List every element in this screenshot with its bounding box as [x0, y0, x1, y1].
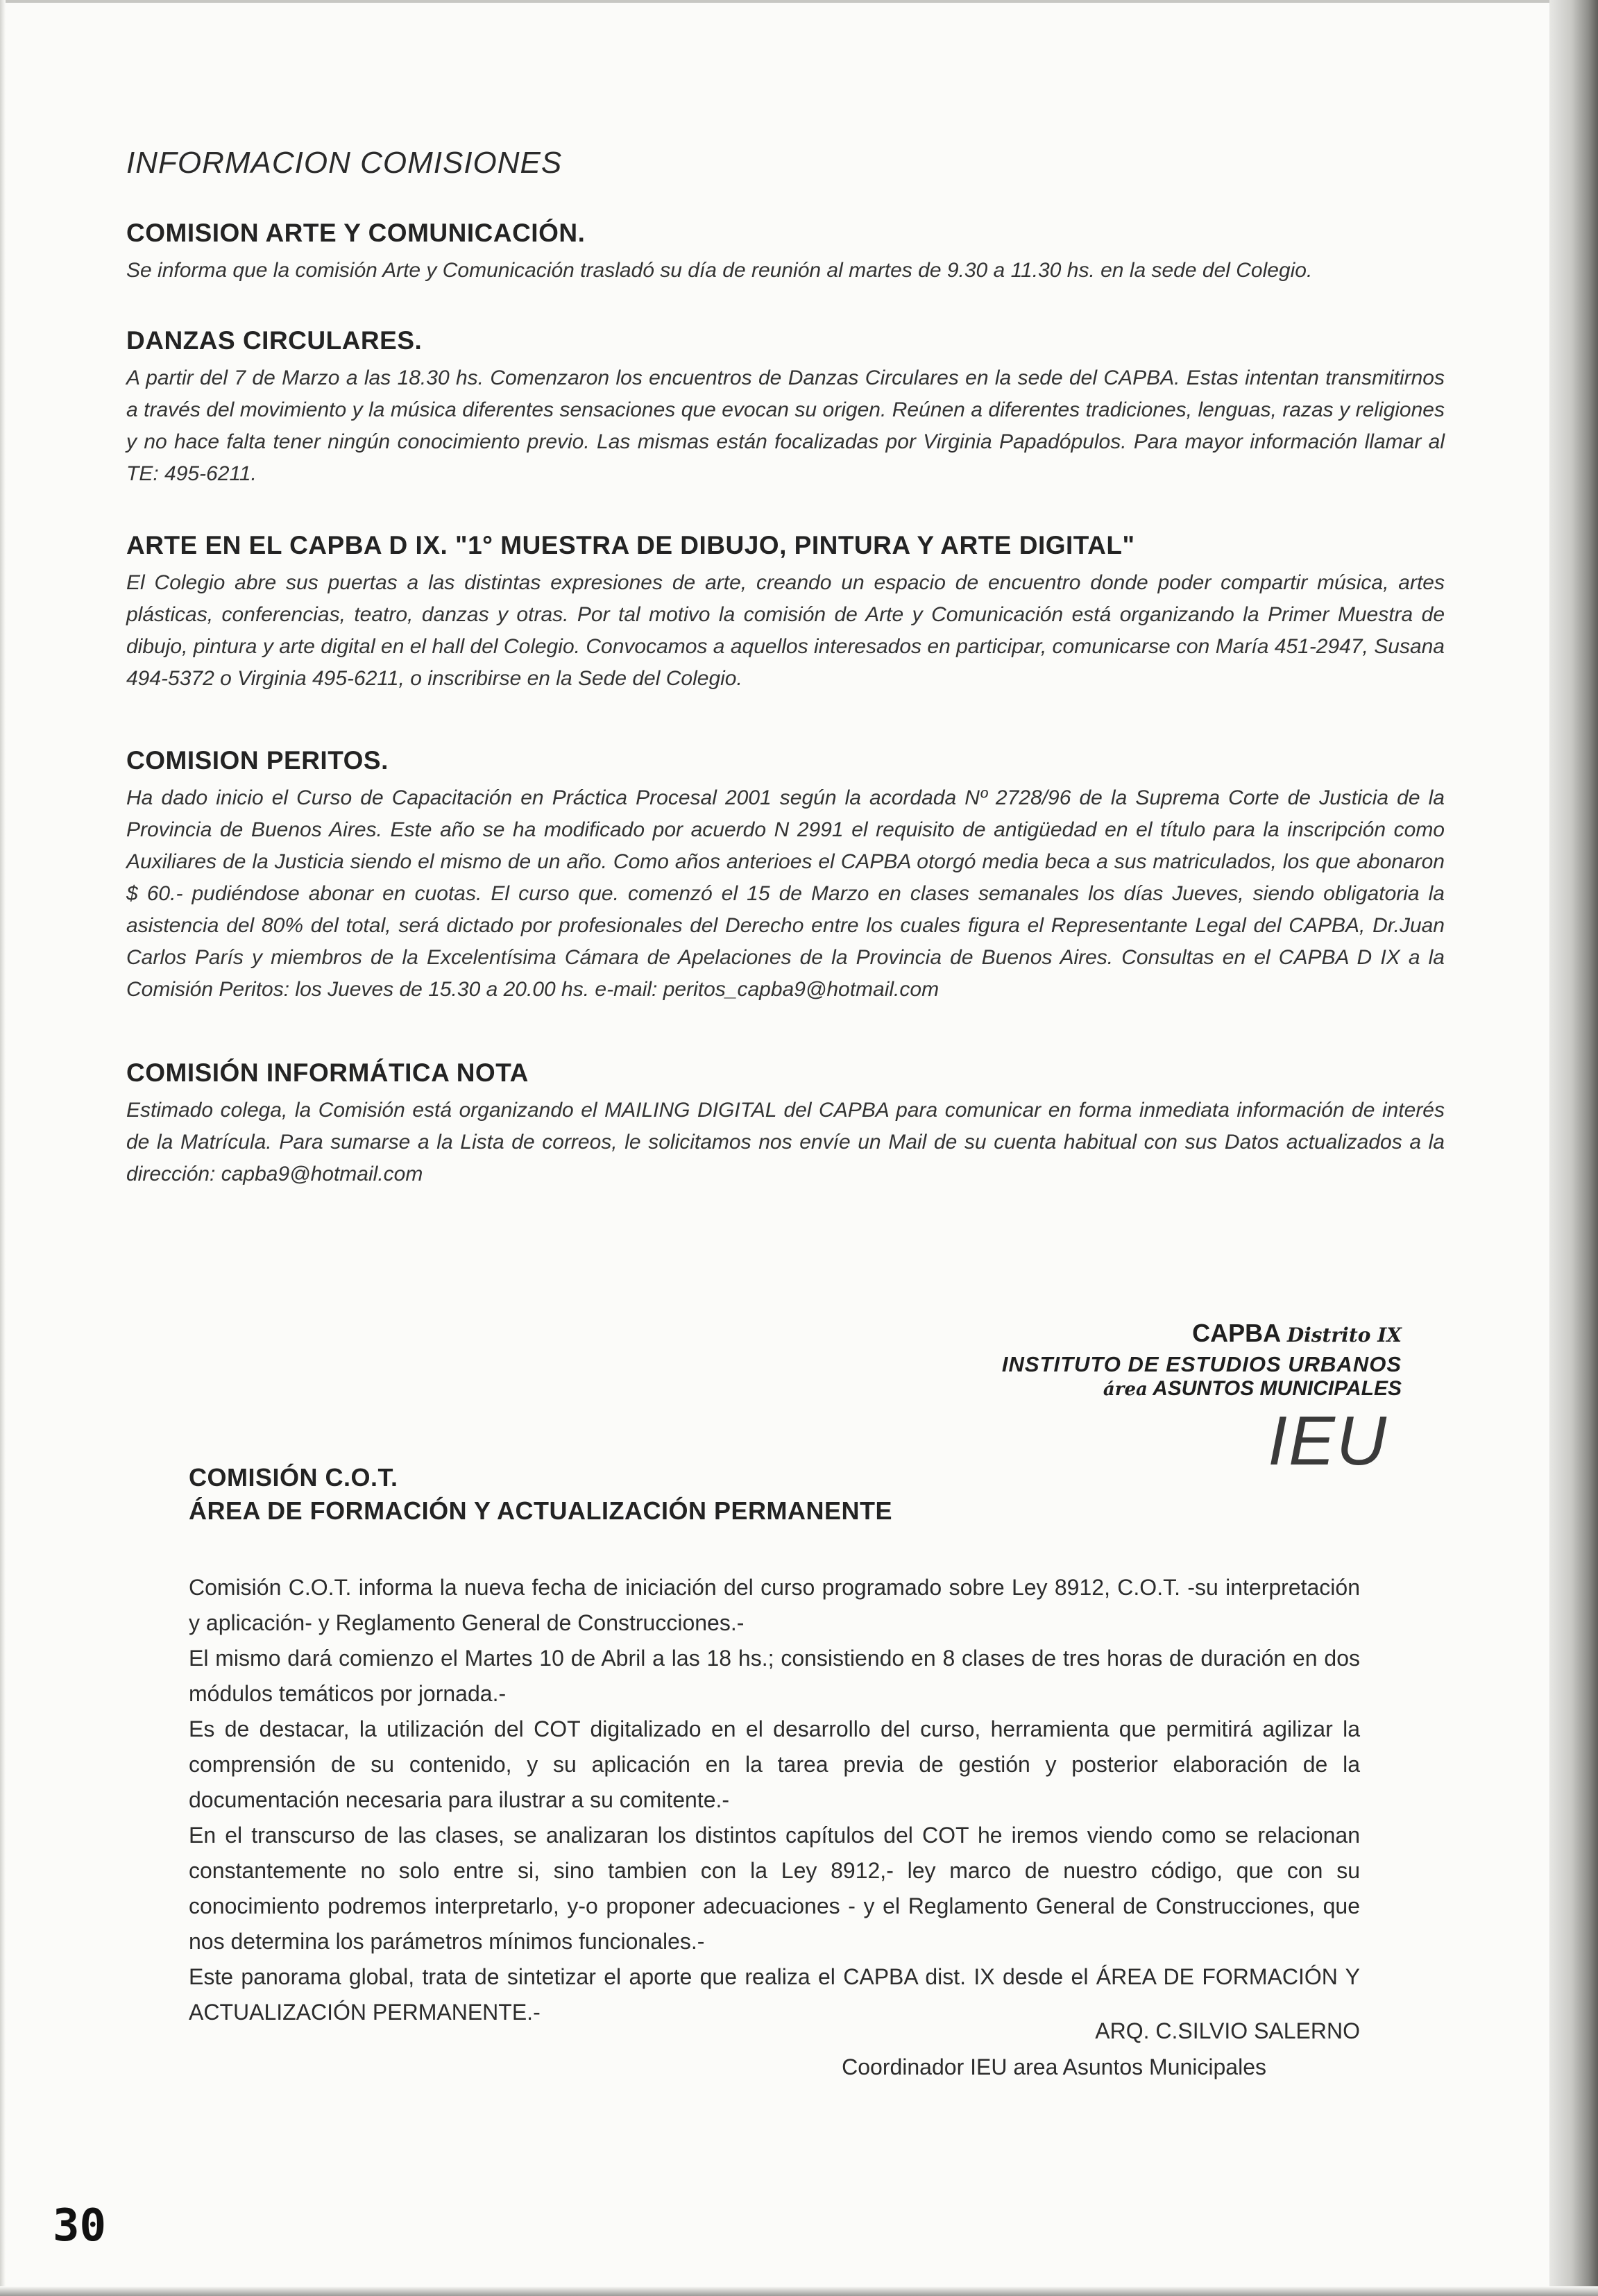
cot-paragraph: El mismo dará comienzo el Martes 10 de Abril a las 18 hs.; consistiendo en 8 clases de tres horas de duración en dos módulos temáticos por jornada.-: [189, 1646, 1360, 1706]
section-peritos: [126, 746, 1445, 1006]
cot-heading: [189, 1461, 1230, 1528]
logo-area-word: área: [1103, 1379, 1148, 1400]
cot-paragraph: Es de destacar, la utilización del COT digitalizado en el desarrollo del curso, herramienta que permitirá agilizar la comprensión de su contenido, y su aplicación en la tarea previa de gestión y posterior elaboración de la documentación necesaria para ilustrar a su comitente.-: [189, 1716, 1360, 1812]
section-body: Ha dado inicio el Curso de Capacitación en Práctica Procesal 2001 según la acordada Nº 2728/96 de la Suprema Corte de Justicia de la Provincia de Buenos Aires. Este año se ha modificado por acuerdo N 2991 el requisito de antigüedad en el título para la inscripción como Auxiliares de la Justicia siendo el mismo de un año. Como años anterioes el CAPBA otorgó media beca a sus matriculados, los que abonaron $ 60.- pudiéndose abonar en cuotas. El curso que. comenzó el 15 de Marzo en clases semanales los días Jueves, siendo obligatoria la asistencia del 80% del total, será dictado por profesionales del Derecho entre los cuales figura el Representante Legal del CAPBA, Dr.Juan Carlos París y miembros de la Excelentísima Cámara de Apelaciones de la Provincia de Buenos Aires. Consultas en el CAPBA D IX a la Comisión Peritos: los Jueves de 15.30 a 20.00 hs. e-mail: peritos_capba9@hotmail.com: [126, 786, 1445, 1001]
page-top-edge: [0, 0, 1598, 3]
logo-district: Distrito IX: [1286, 1324, 1402, 1347]
cot-paragraph: Comisión C.O.T. informa la nueva fecha de iniciación del curso programado sobre Ley 8912, C.O.T. -su interpretación y aplicación- y Reglamento General de Construcciones.-: [189, 1575, 1360, 1635]
section-danzas-circulares: [126, 326, 1445, 490]
section-body: Estimado colega, la Comisión está organizando el MAILING DIGITAL del CAPBA para comunicar en forma inmediata información de interés de la Matrícula. Para sumarse a la Lista de correos, le solicitamos nos envíe un Mail de su cuenta habitual con sus Datos actualizados a la dirección: capba9@hotmail.com: [126, 1099, 1445, 1185]
section-heading: COMISIÓN INFORMÁTICA NOTA: [126, 1058, 529, 1087]
logo-acronym: IEU: [1268, 1402, 1388, 1480]
logo-org-line: [958, 1319, 1402, 1348]
logo-area-line: [958, 1377, 1402, 1401]
page-bottom-edge: [0, 2286, 1598, 2296]
section-arte-comunicacion: [126, 219, 1445, 287]
ieu-logo: [958, 1319, 1402, 1480]
cot-heading-line1: COMISIÓN C.O.T.: [189, 1463, 398, 1492]
logo-institute: INSTITUTO DE ESTUDIOS URBANOS: [1001, 1352, 1402, 1376]
page-binding-edge: [1549, 0, 1598, 2296]
section-informatica: [126, 1058, 1445, 1190]
cot-paragraph: Este panorama global, trata de sintetizar el aporte que realiza el CAPBA dist. IX desde el ÁREA DE FORMACIÓN Y ACTUALIZACIÓN PERMANENTE.-: [189, 1964, 1360, 2025]
section-heading: COMISION PERITOS.: [126, 746, 389, 775]
signature-role: Coordinador IEU area Asuntos Municipales: [842, 2054, 1266, 2079]
page-title: INFORMACION COMISIONES: [126, 146, 563, 180]
cot-paragraph: En el transcurso de las clases, se analizaran los distintos capítulos del COT he iremos viendo como se relacionan constantemente no solo entre si, sino tambien con la Ley 8912,- ley marco de nuestro código, que con su conocimiento podremos interpretarlo, y-o proponer adecuaciones - y el Reglamento General de Construcciones, que nos determina los parámetros mínimos funcionales.-: [189, 1823, 1360, 1954]
section-body: Se informa que la comisión Arte y Comunicación trasladó su día de reunión al martes de 9.30 a 11.30 hs. en la sede del Colegio.: [126, 259, 1313, 282]
logo-area-name: ASUNTOS MUNICIPALES: [1153, 1377, 1402, 1400]
page-left-edge: [0, 0, 6, 2296]
signature-name: ARQ. C.SILVIO SALERNO: [1095, 2018, 1360, 2043]
section-body: El Colegio abre sus puertas a las distintas expresiones de arte, creando un espacio de encuentro donde poder compartir música, artes plásticas, conferencias, teatro, danzas y otras. Por tal motivo la comisión de Arte y Comunicación está organizando la Primer Muestra de dibujo, pintura y arte digital en el hall del Colegio. Convocamos a aquellos interesados en participar, comunicarse con María 451-2947, Susana 494-5372 o Virginia 495-6211, o inscribirse en la Sede del Colegio.: [126, 571, 1445, 690]
page-number: 30: [53, 2200, 107, 2252]
section-heading: DANZAS CIRCULARES.: [126, 326, 423, 355]
cot-body: [189, 1570, 1360, 2030]
logo-org: CAPBA: [1192, 1319, 1280, 1347]
section-arte-capba: [126, 531, 1445, 695]
cot-heading-line2: ÁREA DE FORMACIÓN Y ACTUALIZACIÓN PERMANENTE: [189, 1496, 893, 1525]
section-body: A partir del 7 de Marzo a las 18.30 hs. Comenzaron los encuentros de Danzas Circulares en la sede del CAPBA. Estas intentan transmitirnos a través del movimiento y la música diferentes sensaciones que evocan su origen. Reúnen a diferentes tradiciones, lenguas, razas y religiones y no hace falta tener ningún conocimiento previo. Las mismas están focalizadas por Virginia Papadópulos. Para mayor información llamar al TE: 495-6211.: [126, 366, 1445, 485]
section-heading: ARTE EN EL CAPBA D IX. "1° MUESTRA DE DIBUJO, PINTURA Y ARTE DIGITAL": [126, 531, 1135, 559]
section-heading: COMISION ARTE Y COMUNICACIÓN.: [126, 219, 586, 247]
